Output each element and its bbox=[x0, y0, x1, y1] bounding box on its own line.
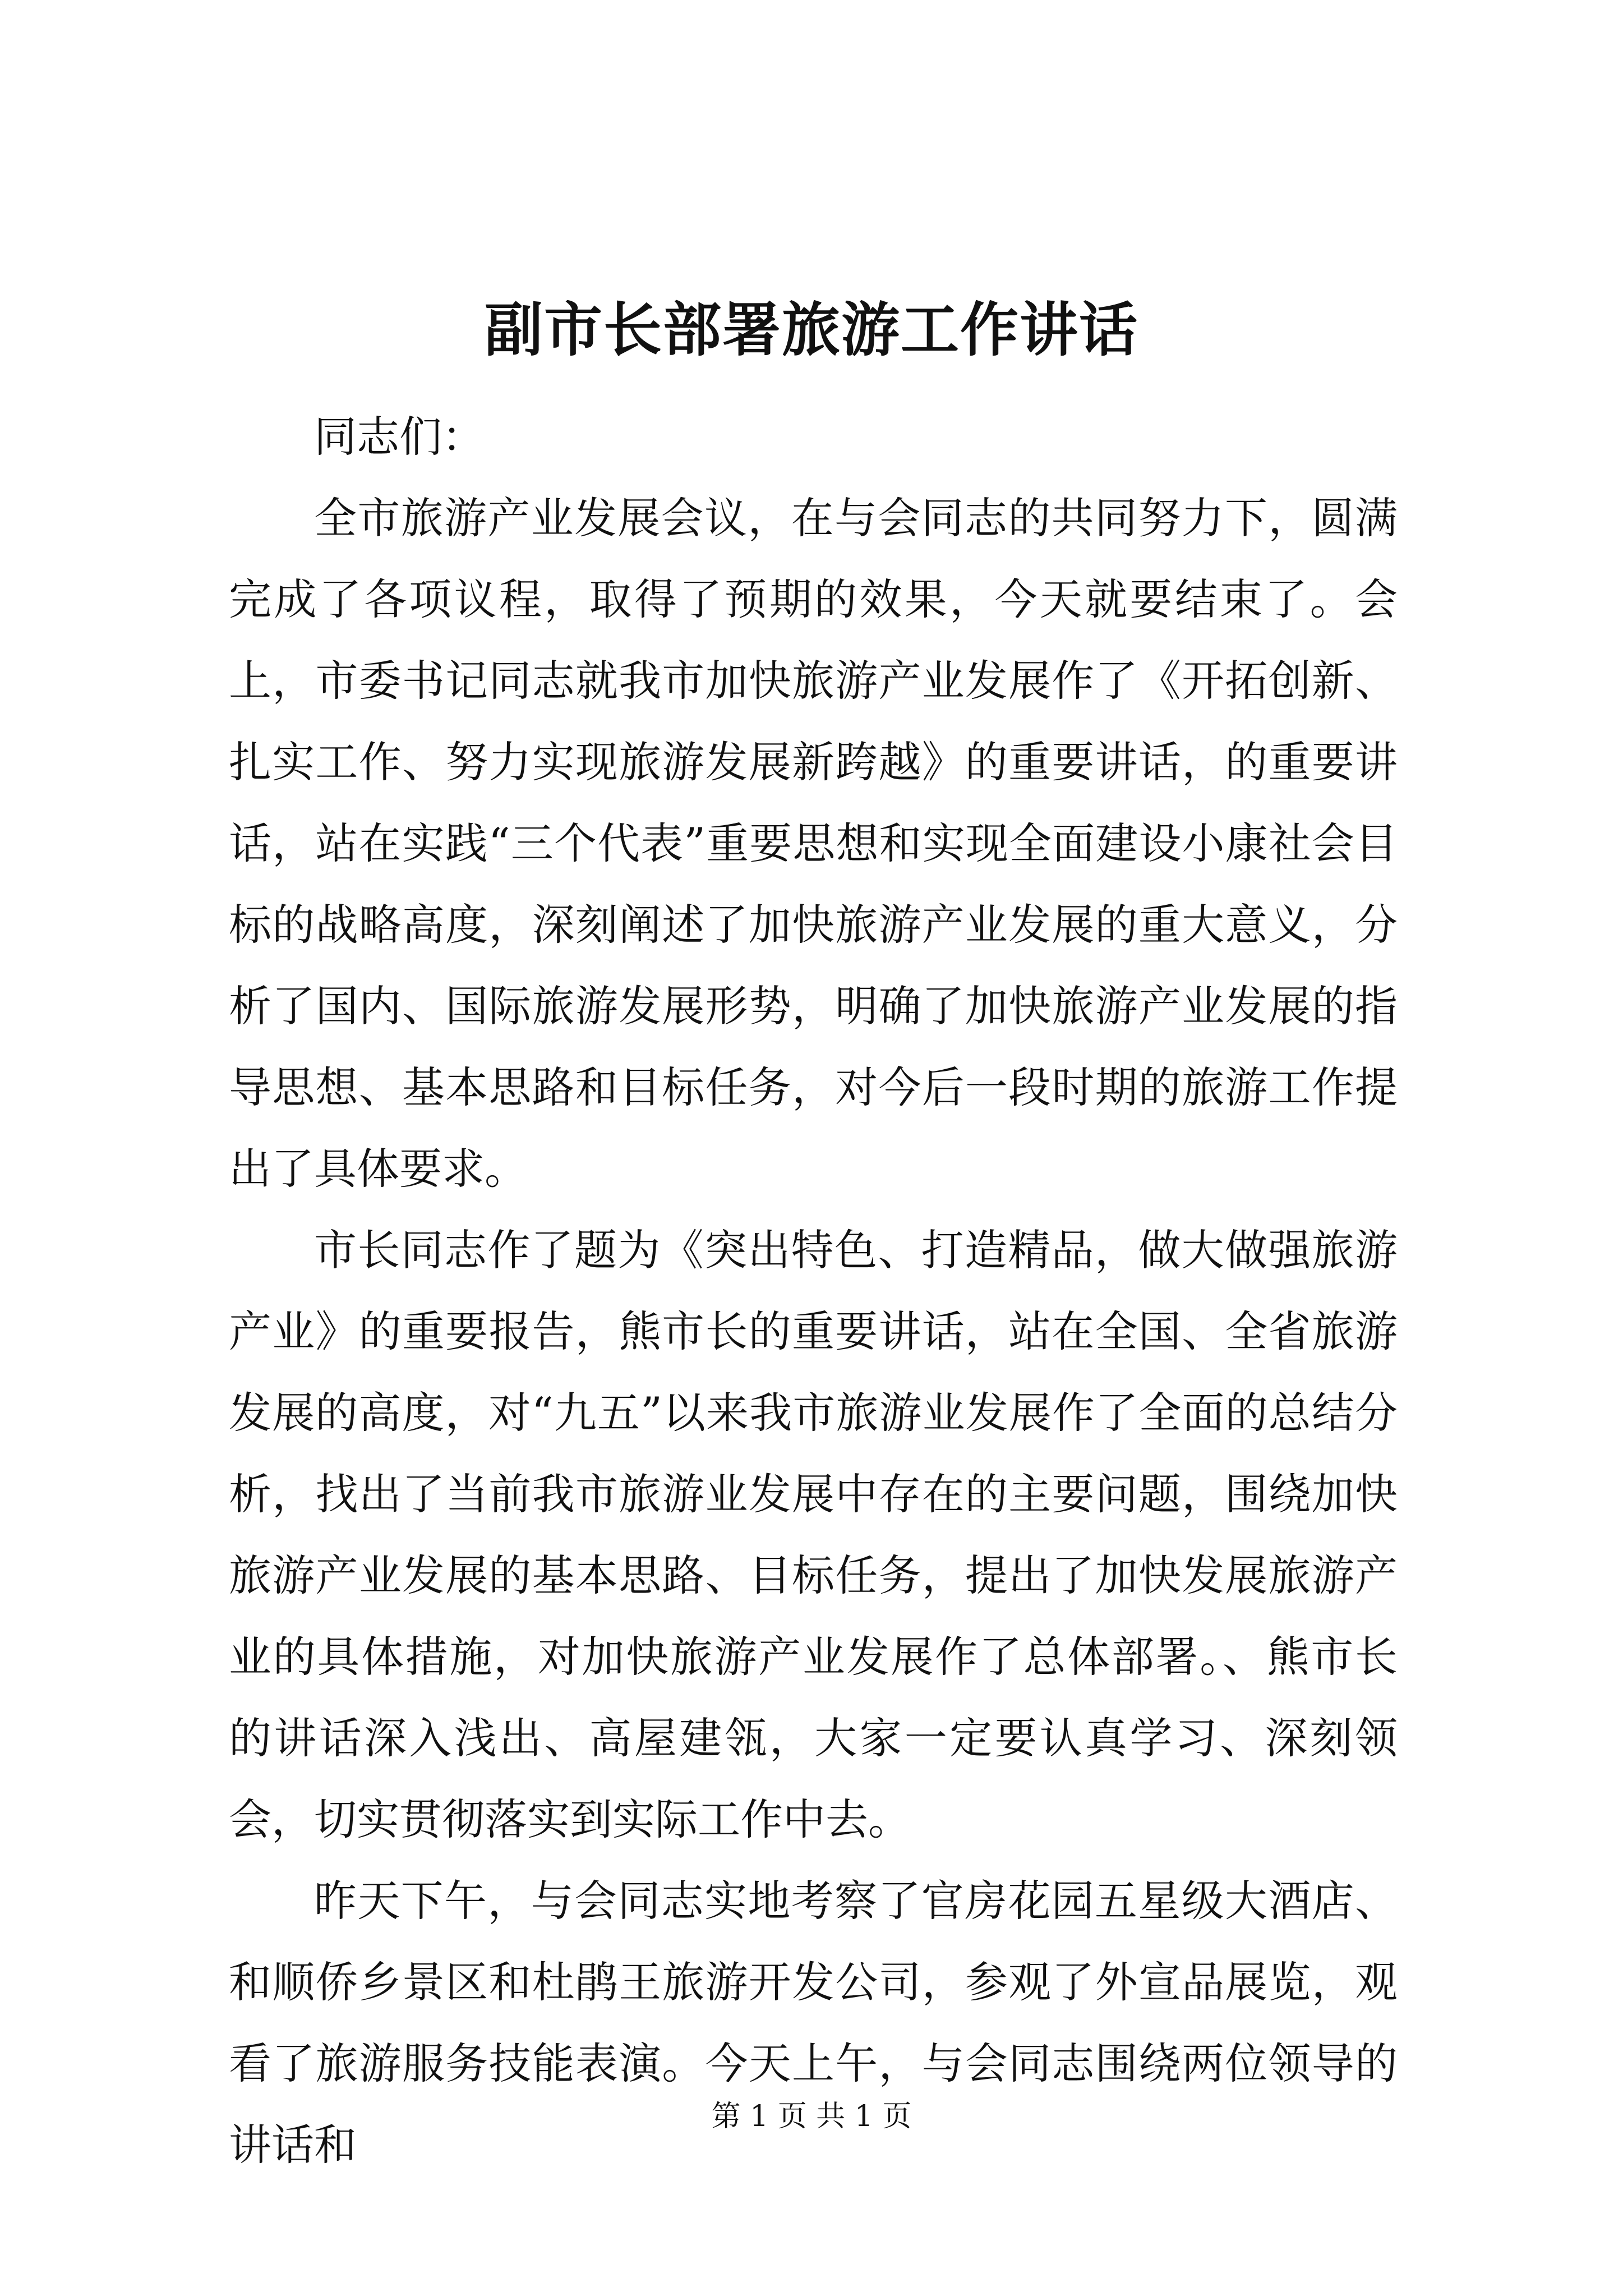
paragraph-1: 全市旅游产业发展会议，在与会同志的共同努力下，圆满完成了各项议程，取得了预期的效果，今天就要结束了。会上，市委书记同志就我市加快旅游产业发展作了《开拓创新、扎实工作、努力实现旅游发展新跨越》的重要讲话，的重要讲话，站在实践“三个代表”重要思想和实现全面建设小康社会目标的战略高度，深刻阐述了加快旅游产业发展的重大意义，分析了国内、国际旅游发展形势，明确了加快旅游产业发展的指导思想、基本思路和目标任务，对今后一段时期的旅游工作提出了具体要求。 bbox=[229, 493, 1398, 1194]
document-body bbox=[229, 396, 1398, 2185]
paragraph-3: 昨天下午，与会同志实地考察了官房花园五星级大酒店、和顺侨乡景区和杜鹃王旅游开发公司，参观了外宣品展览，观看了旅游服务技能表演。今天上午，与会同志围绕两位领导的讲话和 bbox=[229, 1876, 1398, 2170]
page-footer: 第 1 页 共 1 页 bbox=[711, 2100, 912, 2133]
paragraph-2: 市长同志作了题为《突出特色、打造精品，做大做强旅游产业》的重要报告，熊市长的重要讲话，站在全国、全省旅游发展的高度，对“九五”以来我市旅游业发展作了全面的总结分析，找出了当前我市旅游业发展中存在的主要问题，围绕加快旅游产业发展的基本思路、目标任务，提出了加快发展旅游产业的具体措施，对加快旅游产业发展作了总体部署。、熊市长的讲话深入浅出、高屋建瓴，大家一定要认真学习、深刻领会，切实贯彻落实到实际工作中去。 bbox=[229, 1225, 1398, 1844]
document-title: 副市长部署旅游工作讲话 bbox=[484, 295, 1138, 364]
salutation: 同志们： bbox=[314, 412, 485, 462]
